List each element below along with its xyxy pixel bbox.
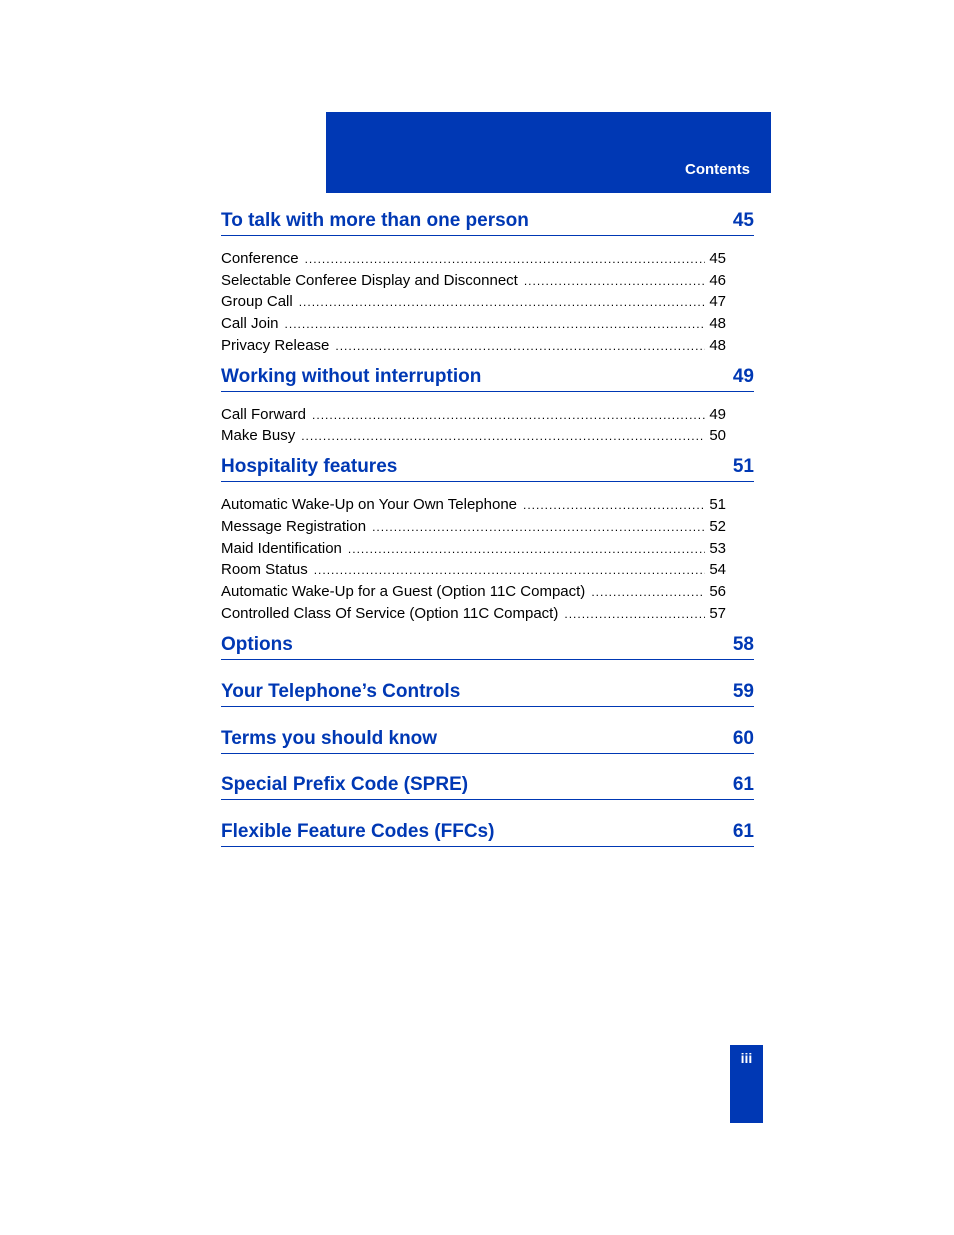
dot-leader xyxy=(372,520,705,534)
dot-leader xyxy=(591,585,705,599)
section-page: 51 xyxy=(732,456,754,477)
entry-page: 46 xyxy=(709,272,726,289)
entry-page: 48 xyxy=(709,337,726,354)
entry-page: 45 xyxy=(709,250,726,267)
toc-entry[interactable] xyxy=(221,427,726,447)
entry-page: 52 xyxy=(709,518,726,535)
toc-entry[interactable] xyxy=(221,406,726,426)
section-title: Your Telephone’s Controls xyxy=(221,681,461,702)
section-title: Hospitality features xyxy=(221,456,398,477)
entry-label: Privacy Release xyxy=(221,337,330,354)
section-page: 60 xyxy=(732,728,754,749)
toc-entry[interactable] xyxy=(221,337,726,357)
toc-entry[interactable] xyxy=(221,540,726,560)
dot-leader xyxy=(301,429,705,443)
dot-leader xyxy=(312,408,705,422)
entry-label: Maid Identification xyxy=(221,540,342,557)
section-heading[interactable] xyxy=(221,203,754,236)
section-page: 61 xyxy=(732,774,754,795)
page-number-tab xyxy=(730,1045,763,1123)
entry-label: Message Registration xyxy=(221,518,367,535)
toc-entry[interactable] xyxy=(221,518,726,538)
dot-leader xyxy=(335,339,705,353)
entry-page: 54 xyxy=(709,561,726,578)
section-page: 49 xyxy=(732,366,754,387)
entry-label: Selectable Conferee Display and Disconnect xyxy=(221,272,518,289)
dot-leader xyxy=(523,498,705,512)
dot-leader xyxy=(524,274,705,288)
entry-label: Call Forward xyxy=(221,406,307,423)
toc-entry[interactable] xyxy=(221,293,726,313)
section-heading[interactable] xyxy=(221,674,754,707)
dot-leader xyxy=(299,295,706,309)
section-title: Terms you should know xyxy=(221,728,438,749)
section-heading[interactable] xyxy=(221,721,754,754)
entry-label: Group Call xyxy=(221,293,293,310)
section-heading[interactable] xyxy=(221,814,754,847)
entry-label: Call Join xyxy=(221,315,279,332)
entry-label: Conference xyxy=(221,250,299,267)
toc-entry[interactable] xyxy=(221,561,726,581)
entry-page: 53 xyxy=(709,540,726,557)
entry-label: Automatic Wake-Up on Your Own Telephone xyxy=(221,496,518,513)
section-heading[interactable] xyxy=(221,767,754,800)
section-heading[interactable] xyxy=(221,359,754,392)
toc-entry[interactable] xyxy=(221,605,726,625)
toc-entry[interactable] xyxy=(221,272,726,292)
toc-entry[interactable] xyxy=(221,315,726,335)
entry-page: 51 xyxy=(709,496,726,513)
toc-entry[interactable] xyxy=(221,496,726,516)
entry-page: 57 xyxy=(709,605,726,622)
section-heading[interactable] xyxy=(221,627,754,660)
section-title: Options xyxy=(221,634,293,655)
section-title: Special Prefix Code (SPRE) xyxy=(221,774,469,795)
section-title: Working without interruption xyxy=(221,366,482,387)
toc-entry[interactable] xyxy=(221,250,726,270)
section-title: Flexible Feature Codes (FFCs) xyxy=(221,821,495,842)
entry-page: 48 xyxy=(709,315,726,332)
entry-page: 47 xyxy=(709,293,726,310)
entry-page: 50 xyxy=(709,427,726,444)
section-heading[interactable] xyxy=(221,449,754,482)
header-label: Contents xyxy=(685,161,750,178)
entry-label: Controlled Class Of Service (Option 11C Compact) xyxy=(221,605,559,622)
page-number: iii xyxy=(740,1050,753,1066)
dot-leader xyxy=(564,607,705,621)
toc-entry[interactable] xyxy=(221,583,726,603)
dot-leader xyxy=(305,252,706,266)
entry-page: 56 xyxy=(709,583,726,600)
dot-leader xyxy=(314,563,706,577)
section-page: 59 xyxy=(732,681,754,702)
header-band xyxy=(326,112,771,193)
entry-label: Make Busy xyxy=(221,427,296,444)
dot-leader xyxy=(285,317,706,331)
entry-label: Room Status xyxy=(221,561,308,578)
section-page: 45 xyxy=(732,210,754,231)
section-page: 61 xyxy=(732,821,754,842)
section-page: 58 xyxy=(732,634,754,655)
entry-label: Automatic Wake-Up for a Guest (Option 11C Compact) xyxy=(221,583,586,600)
entry-page: 49 xyxy=(709,406,726,423)
section-title: To talk with more than one person xyxy=(221,210,529,231)
dot-leader xyxy=(348,542,705,556)
